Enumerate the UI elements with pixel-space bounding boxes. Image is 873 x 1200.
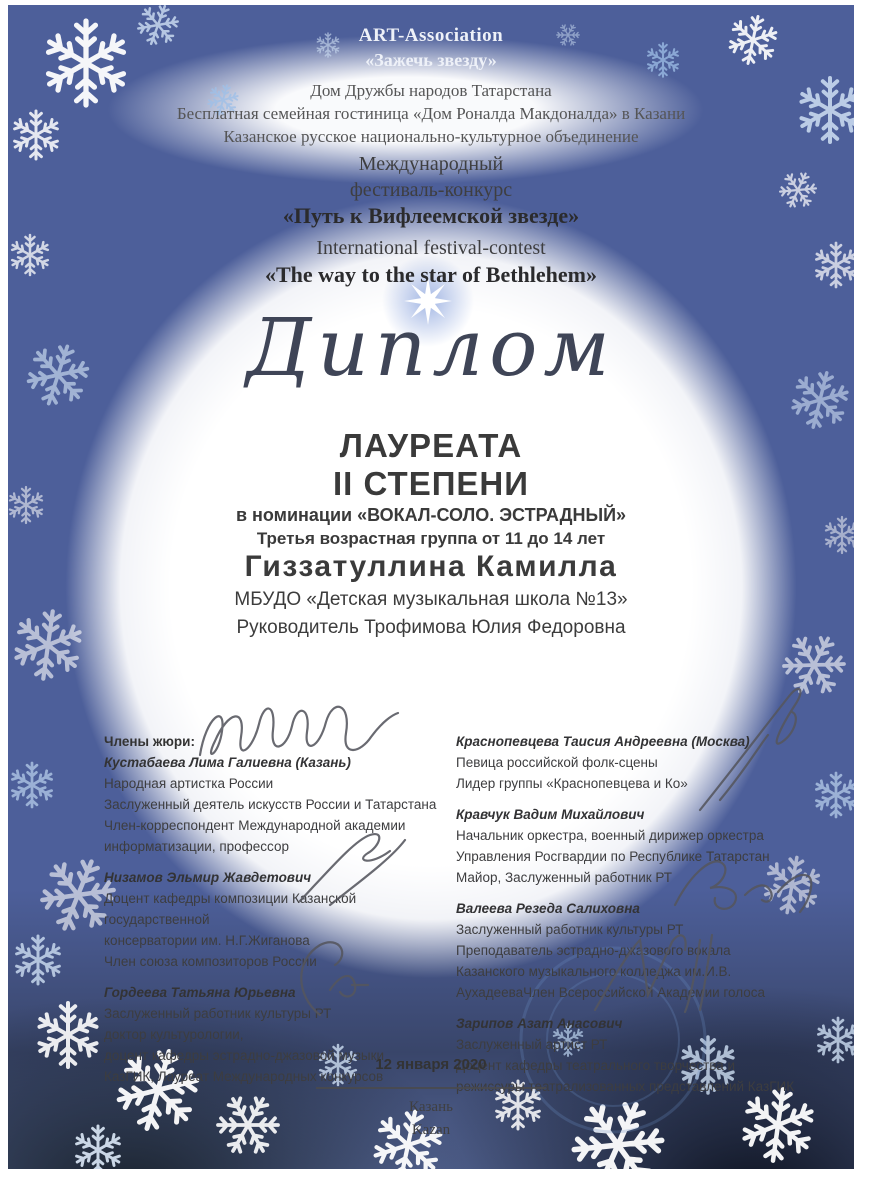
jury-member-line: режиссуры театрализованных представлений КазГИК (456, 1079, 795, 1094)
award-date: 12 января 2020 (375, 1056, 487, 1073)
jury-member-name: Кравчук Вадим Михайлович (456, 807, 645, 822)
jury-member-name: Низамов Эльмир Жавдетович (104, 870, 312, 885)
recipient-name: Гиззатуллина Камилла (244, 550, 618, 583)
jury-member-line: Заслуженный работник культуры РТ (104, 1006, 332, 1021)
festival-title-en: «The way to the star of Bethlehem» (265, 262, 597, 287)
age-group: Третья возрастная группа от 11 до 14 лет (256, 529, 606, 548)
supervisor-name: Руководитель Трофимова Юлия Федоровна (236, 617, 626, 638)
jury-member-line: консерватории им. Н.Г.Жиганова (104, 933, 310, 948)
jury-member-name: Зарипов Азат Анасович (456, 1016, 623, 1031)
organizer-line: Бесплатная семейная гостиница «Дом Роналда Макдоналда» в Казани (176, 104, 686, 123)
jury-member-line: Член союза композиторов России (104, 954, 317, 969)
city-en: Kazan (411, 1122, 451, 1138)
award-degree-line1: ЛАУРЕАТА (339, 427, 523, 464)
jury-member-line: Член-корреспондент Международной академии (104, 818, 406, 833)
jury-member-line: Начальник оркестра, военный дирижер оркестра (456, 828, 764, 843)
date-underline (316, 1087, 546, 1089)
signature (595, 935, 712, 1012)
association-title: ART-Association (358, 25, 504, 46)
jury-member-line: Преподаватель эстрадно-джазового вокала (456, 943, 731, 958)
jury-member-line: КазГИК, Лауреат Международных конкурсов (104, 1069, 384, 1084)
jury-member-line: доктор культурологии, (104, 1027, 244, 1042)
nomination: в номинации «ВОКАЛ-СОЛО. ЭСТРАДНЫЙ» (235, 505, 627, 525)
jury-member-line: Певица российской фолк-сцены (456, 755, 658, 770)
jury-member-line: Заслуженный артист РТ (456, 1037, 608, 1052)
jury-member-line: Лидер группы «Краснопевцева и Ко» (456, 776, 688, 791)
signature (300, 834, 405, 905)
festival-name-en: International festival-contest (316, 237, 546, 259)
jury-member-line: доцент кафедры эстрадно-джазовой музыки (104, 1048, 385, 1063)
jury-member-line: Заслуженный работник культуры РТ (456, 922, 684, 937)
jury-member-line: Заслуженный деятель искусств России и Татарстана (104, 797, 437, 812)
certificate (8, 5, 854, 1169)
jury-member-line: Народная артистка России (104, 776, 274, 791)
association-motto: «Зажечь звезду» (365, 50, 497, 70)
jury-member-line: информатизации, профессор (104, 839, 289, 854)
festival-name-ru: Международный фестиваль-конкурс (349, 153, 513, 201)
city-ru: Казань (409, 1099, 453, 1115)
school-name: МБУДО «Детская музыкальная школа №13» (234, 589, 628, 610)
organizer-line: Казанское русское национально-культурное объединение (223, 127, 639, 146)
jury-member-line: Доцент кафедры театрального творчества и (456, 1058, 736, 1073)
signature (675, 861, 811, 912)
jury-member-line: Доцент кафедры композиции Казанской (104, 891, 357, 906)
signatures-layer (8, 5, 854, 1169)
jury-member-line: Майор, Заслуженный работник РТ (456, 870, 673, 885)
jury-member-line: государственной (104, 912, 210, 927)
jury-member-line: АухадееваЧлен Всероссийской Академии голоса (456, 985, 766, 1000)
jury-member-line: Казанского музыкального колледжа им.И.В. (456, 964, 732, 979)
signature (700, 689, 800, 810)
diploma-script-title: Диплом (246, 301, 616, 394)
award-degree-line2: II СТЕПЕНИ (333, 465, 529, 502)
jury-member-name: Краснопевцева Таисия Андреевна (Москва) (456, 734, 750, 749)
festival-title-ru: «Путь к Вифлеемской звезде» (282, 203, 580, 228)
jury-member-name: Валеева Резеда Салиховна (456, 901, 640, 916)
jury-member-name: Кустабаева Лима Галиевна (Казань) (104, 755, 351, 770)
organizer-line: Дом Дружбы народов Татарстана (310, 81, 552, 100)
jury-label: Члены жюри: (104, 734, 195, 749)
signature (301, 942, 368, 1015)
signature (200, 707, 398, 755)
jury-member-name: Гордеева Татьяна Юрьевна (104, 985, 296, 1000)
jury-member-line: Управления Росгвардии по Республике Татарстан (456, 849, 770, 864)
